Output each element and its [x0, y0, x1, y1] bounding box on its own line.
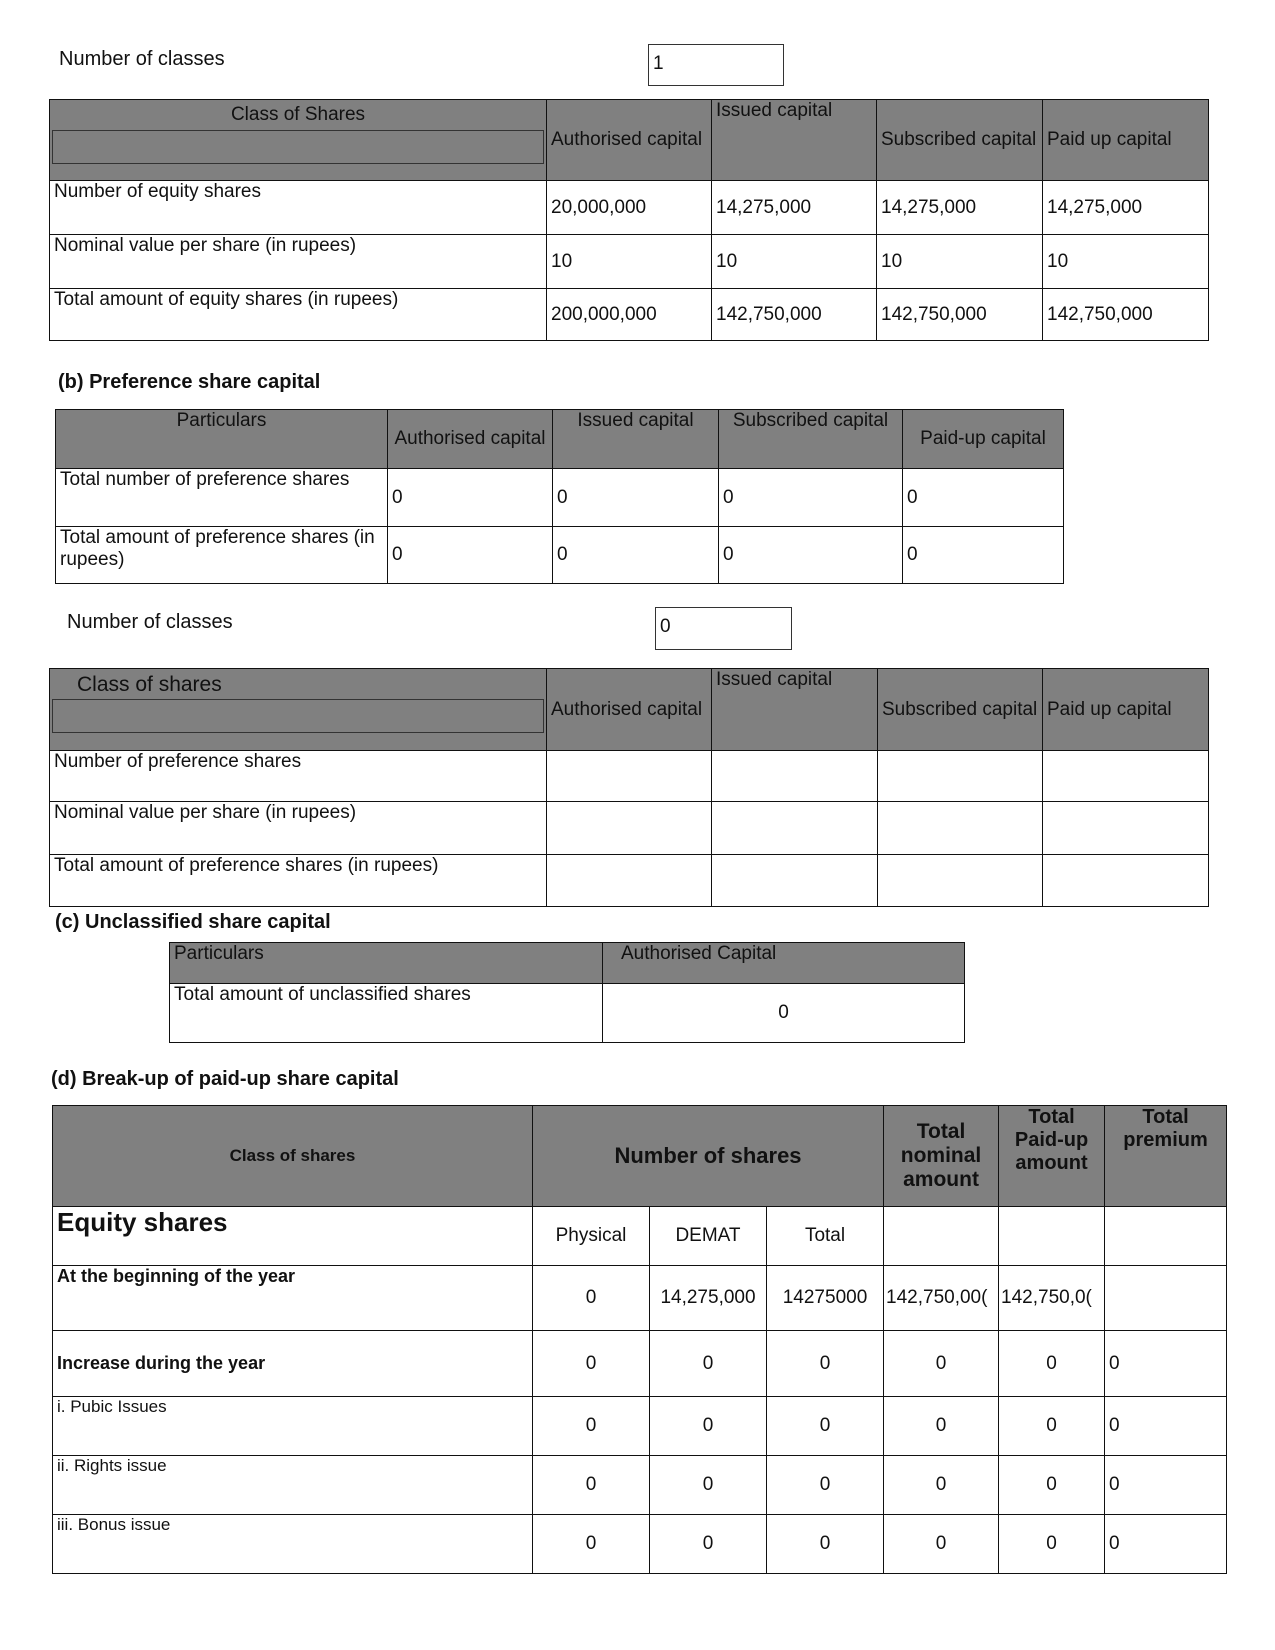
- authorised-capital-header: Authorised capital: [547, 669, 712, 751]
- preference-num-classes-label: Number of classes: [67, 611, 233, 633]
- row-label: Nominal value per share (in rupees): [50, 235, 547, 289]
- preference-class-table: [49, 668, 1209, 907]
- preference-heading: (b) Preference share capital: [58, 371, 321, 393]
- demat-value: 0: [650, 1456, 767, 1515]
- nominal-value: 0: [884, 1397, 999, 1456]
- total-paid-up-amount-header: Total Paid-up amount: [999, 1106, 1105, 1207]
- subscribed-capital-header: Subscribed capital: [878, 669, 1043, 751]
- breakup-heading: (d) Break-up of paid-up share capital: [51, 1068, 399, 1090]
- premium-value: 0: [1105, 1331, 1227, 1397]
- paid-up-capital-header: Paid up capital: [1043, 100, 1209, 181]
- empty-cell: [884, 1207, 999, 1266]
- issued-value: 142,750,000: [712, 289, 877, 341]
- authorised-value: 200,000,000: [547, 289, 712, 341]
- paidup-value: 10: [1043, 235, 1209, 289]
- authorised-value: 20,000,000: [547, 181, 712, 235]
- class-of-shares-header: Class of shares: [53, 1106, 533, 1207]
- subscribed-capital-header: Subscribed capital: [719, 410, 903, 469]
- row-label: Total amount of preference shares (in rupees): [56, 527, 388, 584]
- class-of-shares-header: [50, 100, 547, 181]
- nominal-value: 0: [884, 1331, 999, 1397]
- equity-shares-section-label: Equity shares: [53, 1207, 533, 1266]
- authorised-value: 10: [547, 235, 712, 289]
- subscribed-value: 0: [719, 469, 903, 527]
- paidup-cell[interactable]: [1043, 855, 1209, 907]
- row-label: Nominal value per share (in rupees): [50, 802, 547, 855]
- class-name-field[interactable]: [52, 130, 544, 164]
- nominal-value: 0: [884, 1456, 999, 1515]
- issued-cell[interactable]: [712, 751, 878, 802]
- physical-value: 0: [533, 1331, 650, 1397]
- demat-value: 0: [650, 1331, 767, 1397]
- paid-up-capital-header: Paid-up capital: [903, 410, 1064, 469]
- physical-value: 0: [533, 1515, 650, 1574]
- class-of-shares-label: Class of shares: [77, 673, 222, 696]
- subscribed-cell[interactable]: [878, 802, 1043, 855]
- total-subheader: Total: [767, 1207, 884, 1266]
- row-label: Total amount of preference shares (in rupees): [50, 855, 547, 907]
- subscribed-value: 0: [719, 527, 903, 584]
- authorised-capital-header: Authorised capital: [388, 410, 553, 469]
- issued-value: 0: [553, 469, 719, 527]
- premium-value: 0: [1105, 1515, 1227, 1574]
- premium-value: [1105, 1266, 1227, 1331]
- authorised-value: 0: [388, 469, 553, 527]
- row-label: Total amount of equity shares (in rupees): [50, 289, 547, 341]
- row-label: ii. Rights issue: [53, 1456, 533, 1515]
- issued-capital-header: Issued capital: [553, 410, 719, 469]
- subscribed-capital-header: Subscribed capital: [877, 100, 1043, 181]
- issued-cell[interactable]: [712, 855, 878, 907]
- physical-value: 0: [533, 1397, 650, 1456]
- row-label: Total amount of unclassified shares: [170, 984, 603, 1043]
- demat-value: 0: [650, 1515, 767, 1574]
- physical-value: 0: [533, 1266, 650, 1331]
- paidup-value: 142,750,000: [1043, 289, 1209, 341]
- particulars-header: Particulars: [170, 943, 603, 984]
- equity-num-classes-label: Number of classes: [59, 48, 225, 70]
- paidup-value: 0: [999, 1331, 1105, 1397]
- issued-capital-header: Issued capital: [712, 669, 878, 751]
- issued-value: 14,275,000: [712, 181, 877, 235]
- paidup-cell[interactable]: [1043, 802, 1209, 855]
- preference-num-classes-input[interactable]: 0: [655, 607, 792, 650]
- subscribed-cell[interactable]: [878, 751, 1043, 802]
- authorised-value: 0: [603, 984, 965, 1043]
- row-label: Total number of preference shares: [56, 469, 388, 527]
- class-of-shares-label: Class of Shares: [230, 104, 366, 125]
- premium-value: 0: [1105, 1397, 1227, 1456]
- paid-up-capital-header: Paid up capital: [1043, 669, 1209, 751]
- physical-subheader: Physical: [533, 1207, 650, 1266]
- authorised-cell[interactable]: [547, 802, 712, 855]
- row-label: At the beginning of the year: [53, 1266, 533, 1331]
- row-label: Increase during the year: [53, 1331, 533, 1397]
- paidup-value: 0: [999, 1397, 1105, 1456]
- subscribed-value: 10: [877, 235, 1043, 289]
- empty-cell: [1105, 1207, 1227, 1266]
- authorised-capital-header: Authorised capital: [547, 100, 712, 181]
- nominal-value: 0: [884, 1515, 999, 1574]
- authorised-value: 0: [388, 527, 553, 584]
- row-label: Number of equity shares: [50, 181, 547, 235]
- nominal-value: 142,750,00(: [884, 1266, 999, 1331]
- demat-value: 0: [650, 1397, 767, 1456]
- class-name-field[interactable]: [52, 699, 544, 733]
- particulars-header: Particulars: [56, 410, 388, 469]
- total-premium-header: Total premium: [1105, 1106, 1227, 1207]
- preference-capital-table: [55, 409, 1064, 584]
- paidup-value: 0: [999, 1456, 1105, 1515]
- number-of-shares-header: Number of shares: [533, 1106, 884, 1207]
- issued-cell[interactable]: [712, 802, 878, 855]
- row-label: i. Pubic Issues: [53, 1397, 533, 1456]
- total-value: 14275000: [767, 1266, 884, 1331]
- total-value: 0: [767, 1456, 884, 1515]
- unclassified-table: [169, 942, 965, 1043]
- subscribed-cell[interactable]: [878, 855, 1043, 907]
- row-label: Number of preference shares: [50, 751, 547, 802]
- paidup-cell[interactable]: [1043, 751, 1209, 802]
- authorised-capital-header: Authorised Capital: [603, 943, 965, 984]
- issued-capital-header: Issued capital: [712, 100, 877, 181]
- paidup-value: 142,750,0(: [999, 1266, 1105, 1331]
- demat-subheader: DEMAT: [650, 1207, 767, 1266]
- paidup-value: 14,275,000: [1043, 181, 1209, 235]
- total-nominal-amount-header: Total nominal amount: [884, 1106, 999, 1207]
- issued-value: 0: [553, 527, 719, 584]
- authorised-cell[interactable]: [547, 751, 712, 802]
- demat-value: 14,275,000: [650, 1266, 767, 1331]
- total-value: 0: [767, 1515, 884, 1574]
- row-label: iii. Bonus issue: [53, 1515, 533, 1574]
- issued-value: 10: [712, 235, 877, 289]
- subscribed-value: 14,275,000: [877, 181, 1043, 235]
- subscribed-value: 142,750,000: [877, 289, 1043, 341]
- premium-value: 0: [1105, 1456, 1227, 1515]
- paidup-value: 0: [903, 469, 1064, 527]
- physical-value: 0: [533, 1456, 650, 1515]
- unclassified-heading: (c) Unclassified share capital: [55, 911, 331, 933]
- paidup-value: 0: [903, 527, 1064, 584]
- empty-cell: [999, 1207, 1105, 1266]
- breakup-table: [52, 1105, 1227, 1574]
- authorised-cell[interactable]: [547, 855, 712, 907]
- total-value: 0: [767, 1397, 884, 1456]
- paidup-value: 0: [999, 1515, 1105, 1574]
- equity-capital-table: [49, 99, 1209, 341]
- class-of-shares-header: [50, 669, 547, 751]
- equity-num-classes-input[interactable]: 1: [648, 44, 784, 86]
- total-value: 0: [767, 1331, 884, 1397]
